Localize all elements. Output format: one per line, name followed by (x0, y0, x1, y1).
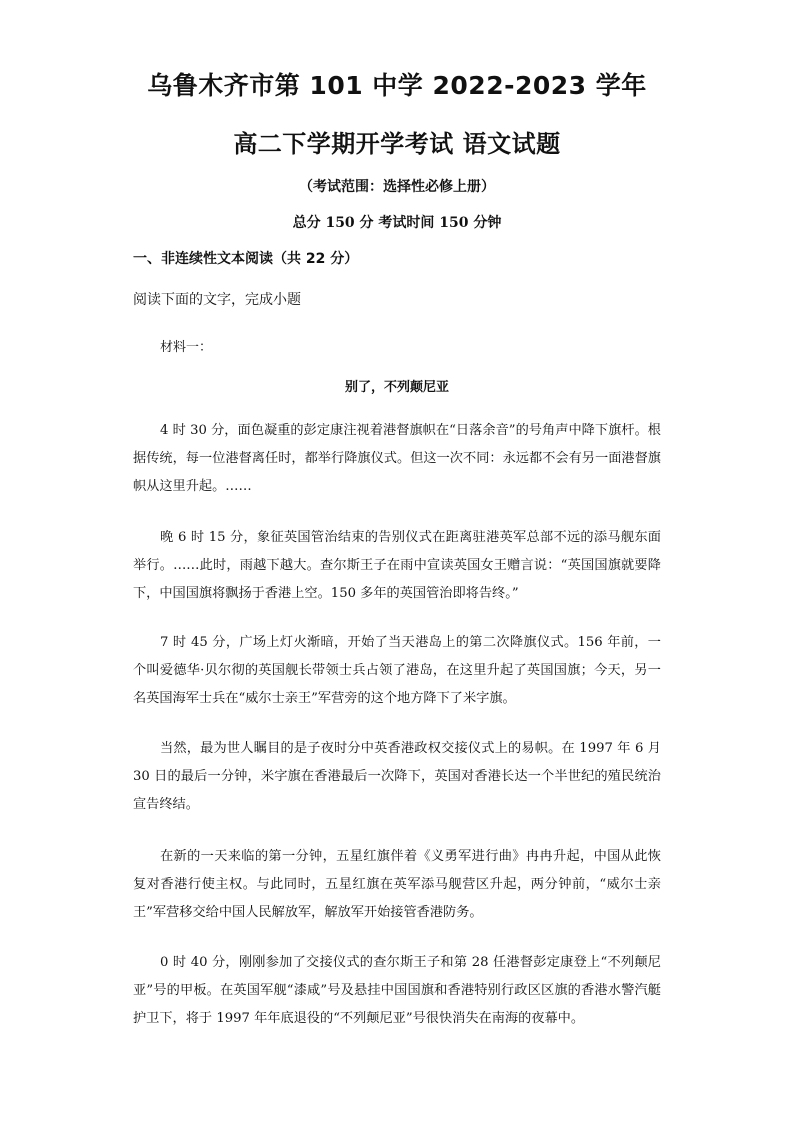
article-paragraph: 4 时 30 分，面色凝重的彭定康注视着港督旗帜在“日落余音”的号角声中降下旗杆。根据传统，每一位港督离任时，都举行降旗仪式。但这一次不同：永远都不会有另一面港督旗帜从这里升起。…… (133, 423, 661, 494)
article-title: 别了，不列颠尼亚 (344, 380, 449, 395)
article-paragraph: 晚 6 时 15 分，象征英国管治结束的告别仪式在距离驻港英军总部不远的添马舰东面举行。……此时，雨越下越大。查尔斯王子在雨中宣读英国女王赠言说：“英国国旗就要降下，中国国旗将飘扬于香港上空。150 多年的英国管治即将告终。” (133, 530, 661, 601)
section-heading: 一、非连续性文本阅读（共 22 分） (133, 251, 359, 267)
article-paragraph: 在新的一天来临的第一分钟，五星红旗伴着《义勇军进行曲》冉冉升起，中国从此恢复对香港行使主权。与此同时，五星红旗在英军添马舰营区升起，两分钟前，“威尔士亲王”军营移交给中国人民解放军，解放军开始接管香港防务。 (133, 849, 661, 920)
exam-title-line1: 乌鲁木齐市第 101 中学 2022-2023 学年 (147, 71, 647, 100)
exam-scope: （考试范围：选择性必修上册） (299, 179, 495, 195)
exam-title-line2: 高二下学期开学考试 语文试题 (233, 130, 561, 158)
article-paragraph: 当然，最为世人瞩目的是子夜时分中英香港政权交接仪式上的易帜。在 1997 年 6 月 30 日的最后一分钟，米字旗在香港最后一次降下，英国对香港长达一个半世纪的殖民统治宣告终结。 (133, 741, 661, 812)
article-paragraph: 0 时 40 分，刚刚参加了交接仪式的查尔斯王子和第 28 任港督彭定康登上“不列颠尼亚”号的甲板。在英国军舰“漆咸”号及悬挂中国国旗和香港特别行政区区旗的香港水警汽艇护卫下，将于 1997 年年底退役的“不列颠尼亚”号很快消失在南海的夜幕中。 (133, 955, 661, 1026)
article-paragraph: 7 时 45 分，广场上灯火渐暗，开始了当天港岛上的第二次降旗仪式。156 年前，一个叫爱德华·贝尔彻的英国舰长带领士兵占领了港岛，在这里升起了英国国旗；今天，另一名英国海军士兵在“威尔士亲王”军营旁的这个地方降下了米字旗。 (133, 635, 661, 706)
material-label: 材料一： (160, 340, 213, 355)
reading-instruction: 阅读下面的文字，完成小题 (133, 292, 301, 308)
exam-total-and-time: 总分 150 分 考试时间 150 分钟 (292, 215, 502, 231)
